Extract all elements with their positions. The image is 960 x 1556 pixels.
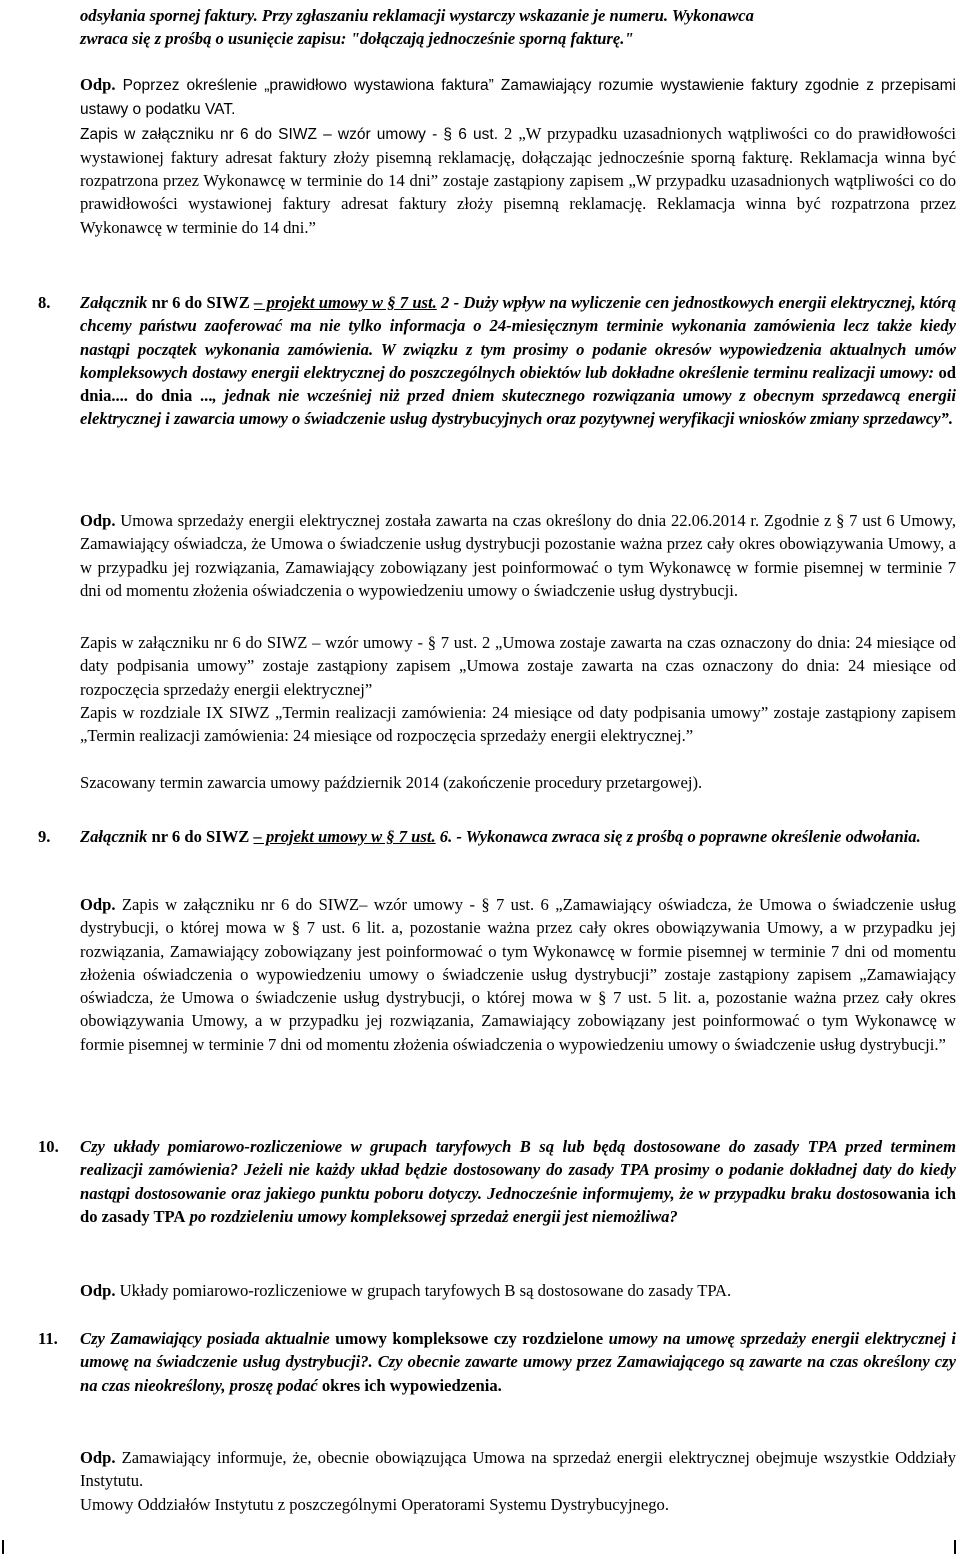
question-11: Czy Zamawiający posiada aktualnie umowy kompleksowe czy rozdzielone umowy na umowę sprzedaży energii elektrycznej i umowę na świadczenie usług dystrybucji?. Czy obecnie zawarte umowy przez Zamawiającego są zawarte na czas określony czy na czas nieokreślony, proszę podać okres ich wypowiedzenia. (80, 1329, 956, 1395)
answer-10: Odp. Układy pomiarowo-rozliczeniowe w grupach taryfowych B są dostosowane do zasady TPA. (80, 1281, 732, 1300)
answer-9: Odp. Zapis w załączniku nr 6 do SIWZ– wzór umowy - § 7 ust. 6 „Zamawiający oświadcza, że Umowa o świadczenie usług dystrybucji, o której mowa w § 7 ust. 6 lit. a, pozostanie ważna przez cały okres obowiązywania Umowy, a w przypadku jej rozwiązania, Zamawiający zobowiązany jest poinformować o tym Wykonawcę w formie pisemnej w terminie 7 dni od momentu złożenia oświadczenia o wypowiedzeniu umowy o świadczenie usług dystrybucji” zostaje zastąpiony zapisem „Zamawiający oświadcza, że Umowa o świadczenie usług dystrybucji, o której mowa w § 7 ust. 5 lit. a, pozostanie ważna przez cały okres obowiązywania Umowy, a w przypadku jej rozwiązania, Zamawiający zobowiązany jest poinformować o tym Wykonawcę w formie pisemnej w terminie 7 dni od momentu złożenia oświadczenia o wypowiedzeniu umowy o świadczenie usług dystrybucji.” (80, 895, 956, 1054)
intro-question-tail: odsyłania spornej faktury. Przy zgłaszaniu reklamacji wystarczy wskazanie je numeru. Wykonawca zwraca się z prośbą o usunięcie zapisu: "dołączają jednocześnie sporną fakturę." (80, 6, 754, 49)
question-9: Załącznik nr 6 do SIWZ – projekt umowy w § 7 ust. 6. - Wykonawca zwraca się z prośbą o poprawne określenie odwołania. (80, 827, 921, 846)
page-edge-marker-right (954, 1540, 956, 1554)
answer-11: Odp. Zamawiający informuje, że, obecnie obowiązująca Umowa na sprzedaż energii elektrycznej obejmuje wszystkie Oddziały Instytutu. (80, 1448, 956, 1491)
question-number-9: 9. (38, 827, 51, 846)
page-edge-marker-left (2, 1540, 4, 1554)
answer-8-contract-term: Zapis w załączniku nr 6 do SIWZ – wzór umowy - § 7 ust. 2 „Umowa zostaje zawarta na czas oznaczony do dnia: 24 miesiące od daty podpisania umowy” zostaje zastąpiony zapisem „Umowa zostaje zawarta na czas oznaczony do dnia: 24 miesiące od rozpoczęcia sprzedaży energii elektrycznej” (80, 633, 956, 699)
question-10: Czy układy pomiarowo-rozliczeniowe w grupach taryfowych B są lub będą dostosowane do zasady TPA przed terminem realizacji zamówienia? Jeżeli nie każdy układ będzie dostosowany do zasady TPA prosimy o podanie dokładnej daty do kiedy nastąpi dostosowanie oraz jakiego punktu poboru dotyczy. Jednocześnie informujemy, że w przypadku braku dostosowania ich do zasady TPA po rozdzieleniu umowy kompleksowej sprzedaż energii jest niemożliwa? (80, 1137, 956, 1226)
answer-vat-invoice: Odp. Poprzez określenie „prawidłowo wystawiona faktura” Zamawiający rozumie wystawienie faktury zgodnie z przepisami ustawy o podatku VAT. Zapis w załączniku nr 6 do SIWZ – wzór umowy - § 6 ust. 2 „W przypadku uzasadnionych wątpliwości co do prawidłowości wystawionej faktury adresat faktury złoży pisemną reklamację, dołączając jednocześnie sporną fakturę. Reklamacja winna być rozpatrzona przez Wykonawcę w terminie do 14 dni” zostaje zastąpiony zapisem „W przypadku uzasadnionych wątpliwości co do prawidłowości wystawionej faktury adresat faktury złoży pisemną reklamację. Reklamacja winna być rozpatrzona przez Wykonawcę w terminie do 14 dni.” (80, 75, 956, 237)
question-number-11: 11. (38, 1329, 58, 1348)
answer-8-realization-term: Zapis w rozdziale IX SIWZ „Termin realizacji zamówienia: 24 miesiące od daty podpisania umowy” zostaje zastąpiony zapisem „Termin realizacji zamówienia: 24 miesiące od rozpoczęcia sprzedaży energii elektrycznej.” (80, 703, 956, 746)
question-number-10: 10. (38, 1137, 59, 1156)
question-number-8: 8. (38, 293, 51, 312)
answer-11-continuation: Umowy Oddziałów Instytutu z poszczególnymi Operatorami Systemu Dystrybucyjnego. (80, 1495, 669, 1514)
answer-8-contract-dates: Odp. Umowa sprzedaży energii elektrycznej została zawarta na czas określony do dnia 22.06.2014 r. Zgodnie z § 7 ust 6 Umowy, Zamawiający oświadcza, że Umowa o świadczenie usług dystrybucji pozostanie ważna przez cały okres obowiązywania Umowy, a w przypadku jej rozwiązania, Zamawiający zobowiązany jest poinformować o tym Wykonawcę w formie pisemnej w terminie 7 dni od momentu złożenia oświadczenia o wypowiedzeniu umowy o świadczenie usług dystrybucji. (80, 511, 956, 600)
answer-8-estimated-date: Szacowany termin zawarcia umowy październik 2014 (zakończenie procedury przetargowej). (80, 773, 703, 792)
question-8: Załącznik nr 6 do SIWZ – projekt umowy w § 7 ust. 2 - Duży wpływ na wyliczenie cen jednostkowych energii elektrycznej, którą chcemy państwu zaoferować ma nie tylko informacja o 24-miesięcznym terminie wykonania zamówienia lecz także kiedy nastąpi początek wykonania zamówienia. W związku z tym prosimy o podanie okresów wypowiedzenia aktualnych umów kompleksowych dostawy energii elektrycznej do poszczególnych obiektów lub dokładne określenie terminu realizacji umowy: od dnia.... do dnia ..., jednak nie wcześniej niż przed dniem skutecznego rozwiązania umowy z obecnym sprzedawcą energii elektrycznej i zawarcia umowy o świadczenie usług dystrybucyjnych oraz pozytywnej weryfikacji wniosków zmiany sprzedawcy”. (80, 293, 957, 429)
